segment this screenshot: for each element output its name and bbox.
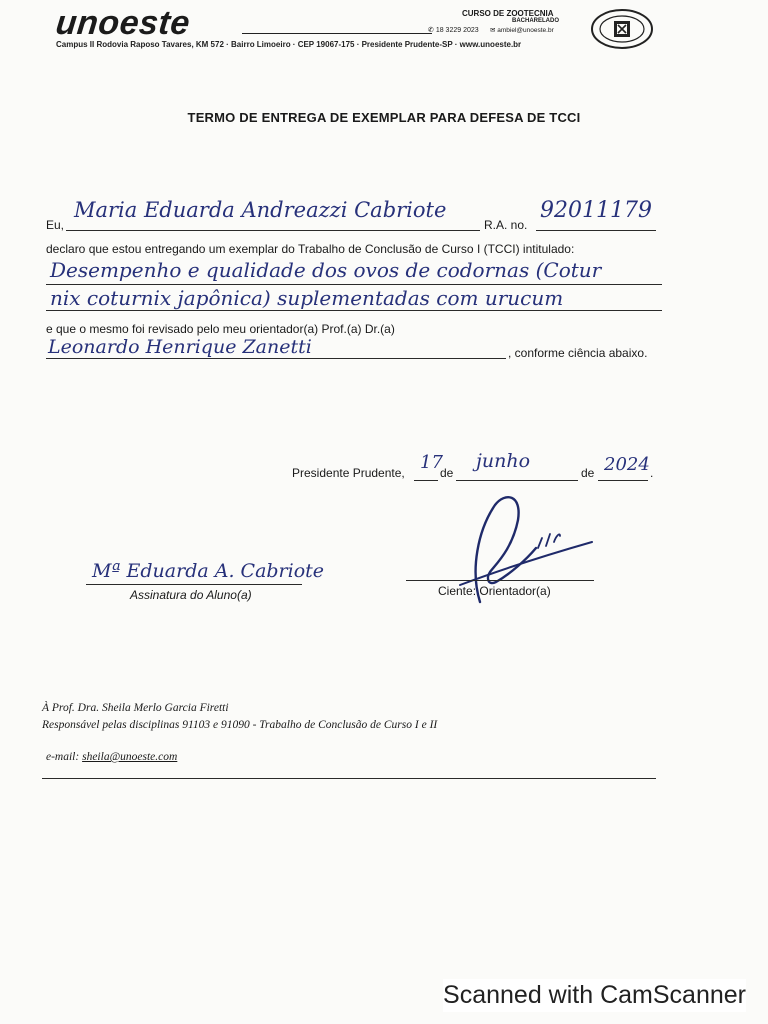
date-year-handwritten: 2024 xyxy=(604,454,650,475)
date-de-1: de xyxy=(440,466,454,480)
addressee-email-label: e-mail: xyxy=(46,751,80,763)
thesis-title-line-1: Desempenho e qualidade dos ovos de codornas (Cotur xyxy=(50,258,602,282)
course-subtitle: BACHARELADO xyxy=(512,18,559,24)
ra-line xyxy=(536,230,656,231)
phone-number: 18 3229 2023 xyxy=(435,27,479,34)
advisor-line xyxy=(46,358,506,359)
thesis-title-line-2: nix coturnix japônica) suplementadas com urucum xyxy=(50,286,564,310)
header-email xyxy=(490,26,554,34)
thesis-line-1 xyxy=(46,284,662,285)
student-signature-label: Assinatura do Aluno(a) xyxy=(130,588,252,602)
addressee-email-row xyxy=(46,751,177,763)
date-city: Presidente Prudente, xyxy=(292,466,405,480)
thesis-line-2 xyxy=(46,310,662,311)
date-month-handwritten: junho xyxy=(476,450,531,472)
student-name-line xyxy=(66,230,480,231)
student-signature-handwritten: Mª Eduarda A. Cabriote xyxy=(92,560,325,582)
unoeste-logo: unoeste xyxy=(54,4,192,42)
student-name-handwritten: Maria Eduarda Andreazzi Cabriote xyxy=(74,198,447,222)
university-seal-icon xyxy=(590,8,654,50)
ra-label: R.A. no. xyxy=(484,218,528,232)
date-year-line xyxy=(598,480,648,481)
advisor-signature-label: Ciente: Orientador(a) xyxy=(438,584,551,598)
email-text: ambiel@unoeste.br xyxy=(497,27,554,34)
date-end: . xyxy=(650,466,654,480)
advisor-signature-line xyxy=(406,580,594,581)
document-title: TERMO DE ENTREGA DE EXEMPLAR PARA DEFESA DE TCCI xyxy=(187,110,581,125)
course-title: CURSO DE ZOOTECNIA xyxy=(462,9,554,18)
footer-rule xyxy=(42,778,656,779)
date-de-2: de xyxy=(581,466,595,480)
header-rule xyxy=(242,33,432,34)
campus-address: Campus II Rodovia Raposo Tavares, KM 572 · Bairro Limoeiro · CEP 19067-175 · Presidente Prudente-SP · www.unoeste.br xyxy=(56,40,522,49)
addressee-email-link[interactable]: sheila@unoeste.com xyxy=(82,751,178,763)
advisor-name-handwritten: Leonardo Henrique Zanetti xyxy=(48,336,312,358)
addressee-role: Responsável pelas disciplinas 91103 e 91090 - Trabalho de Conclusão de Curso I e II xyxy=(42,719,438,731)
revisado-text: e que o mesmo foi revisado pelo meu orientador(a) Prof.(a) Dr.(a) xyxy=(46,322,395,336)
eu-label: Eu, xyxy=(46,218,65,232)
mail-icon: ✉ xyxy=(490,27,496,34)
header-phone xyxy=(428,26,479,34)
date-day-line xyxy=(414,480,438,481)
declaro-text: declaro que estou entregando um exemplar do Trabalho de Conclusão de Curso I (TCCI) intitulado: xyxy=(46,242,575,256)
ra-handwritten: 92011179 xyxy=(540,198,652,223)
phone-icon: ✆ xyxy=(428,27,434,34)
addressee-name: À Prof. Dra. Sheila Merlo Garcia Firetti xyxy=(42,702,229,714)
conforme-text: , conforme ciência abaixo. xyxy=(508,346,648,360)
date-month-line xyxy=(456,480,578,481)
student-signature-line xyxy=(86,584,302,585)
date-day-handwritten: 17 xyxy=(420,452,443,473)
camscanner-watermark: Scanned with CamScanner xyxy=(443,979,746,1012)
